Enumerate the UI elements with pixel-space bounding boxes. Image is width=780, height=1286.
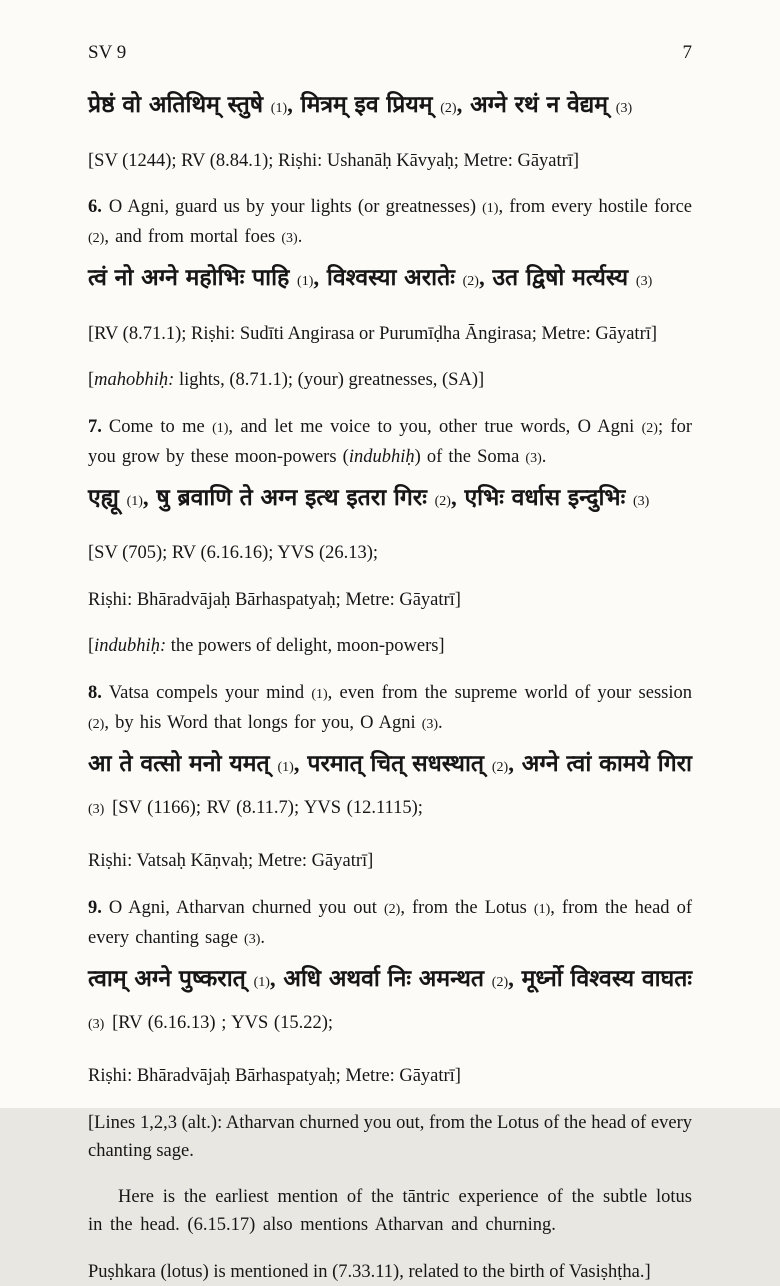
- verse7-translation: [88, 413, 692, 473]
- verse8-translation: [88, 679, 692, 739]
- verse6-note-bracket: [: [88, 370, 95, 390]
- verse6-gloss-note: [88, 366, 692, 394]
- verse9-translation: [88, 894, 692, 954]
- verse7-number: 7.: [88, 416, 102, 437]
- verse7-note-bracket: [: [88, 636, 95, 656]
- verse6-number: 6.: [88, 197, 102, 217]
- verse8-mantra: [88, 745, 692, 829]
- verse7-reference-line1: [SV (705); RV (6.16.16); YVS (26.13);: [88, 543, 379, 563]
- verse6-mantra-text: त्वं नो अग्ने महोभिः पाहि (1), विश्वस्या अरातेः (2), उत द्विषो मर्त्यस्य (3): [88, 265, 653, 290]
- verse7-mantra: [88, 479, 692, 521]
- verse7-reference-line2: Riṣhi: Bhāradvājaḥ Bārhaspatyaḥ; Metre: Gāyatrī]: [88, 589, 461, 610]
- verse9-reference-line2: Riṣhi: Bhāradvājaḥ Bārhaspatyaḥ; Metre: Gāyatrī]: [88, 1066, 461, 1086]
- verse8-translation-text: Vatsa compels your mind (1), even from the supreme world of your session (2), by his Word that longs for you, O Agni (3).: [88, 682, 692, 733]
- verse8-mantra-text: आ ते वत्सो मनो यमत् (1), परमात् चित् सधस्थात् (2), अग्ने त्वां कामये गिरा (3): [88, 750, 693, 817]
- verse6-mantra: [88, 259, 692, 301]
- verse8-reference-line2: Riṣhi: Vatsaḥ Kāṇvaḥ; Metre: Gāyatrī]: [88, 851, 374, 871]
- running-title: SV 9: [88, 42, 127, 63]
- verse9-translation-text: O Agni, Atharvan churned you out (2), from the Lotus (1), from the head of every chanting sage (3).: [88, 897, 693, 948]
- verse5-reference: [SV (1244); RV (8.84.1); Riṣhi: Ushanāḥ Kāvyaḥ; Metre: Gāyatrī]: [88, 150, 580, 171]
- verse7-note-body: the powers of delight, moon-powers]: [166, 636, 445, 656]
- verse7-translation-text-pre: Come to me (1), and let me voice to you, other true words, O Agni (2); for you grow by these moon-powers (: [88, 416, 692, 467]
- verse6-translation-text: O Agni, guard us by your lights (or greatnesses) (1), from every hostile force (2), and from mortal foes (3).: [88, 197, 693, 247]
- verse6-reference: [RV (8.71.1); Riṣhi: Sudīti Angirasa or Purumīḍha Āngirasa; Metre: Gāyatrī]: [88, 323, 658, 344]
- verse8-reference-line1: [SV (1166); RV (8.11.7); YVS (12.1115);: [112, 797, 423, 818]
- verse9-number: 9.: [88, 897, 102, 918]
- verse7-note-term: indubhiḥ:: [94, 636, 167, 656]
- verse6-translation: [88, 193, 692, 253]
- verse9-alt-translation-note: [Lines 1,2,3 (alt.): Atharvan churned you out, from the Lotus of the head of every chanting sage.: [88, 1112, 692, 1161]
- verse9-pushkara-commentary: Puṣhkara (lotus) is mentioned in (7.33.11), related to the birth of Vasiṣhṭha.]: [88, 1261, 651, 1282]
- verse7-translation-text-post: ) of the Soma (3).: [414, 446, 547, 467]
- verse7-translation-term: indubhiḥ: [348, 446, 415, 467]
- verse8-number: 8.: [88, 682, 102, 703]
- verse9-reference-line1: [RV (6.16.13) ; YVS (15.22);: [112, 1012, 333, 1033]
- verse9-tantric-commentary: Here is the earliest mention of the tāntric experience of the subtle lotus in the head. (6.15.17) also mentions Atharvan and churning.: [88, 1187, 692, 1235]
- verse5-mantra: [88, 86, 692, 128]
- verse6-note-term: mahobhiḥ:: [94, 370, 175, 390]
- page-header: [88, 42, 692, 64]
- verse7-gloss-note: [88, 632, 692, 660]
- page-number: 7: [682, 42, 692, 63]
- verse9-mantra-text: त्वाम् अग्ने पुष्करात् (1), अधि अथर्वा निः अमन्थत (2), मूर्ध्नो विश्वस्य वाघतः (3): [88, 965, 692, 1032]
- verse9-mantra: [88, 960, 692, 1044]
- verse5-mantra-text: प्रेष्ठं वो अतिथिम् स्तुषे (1), मित्रम् इव प्रियम् (2), अग्ने रथं न वेद्यम् (3): [88, 92, 633, 117]
- verse7-mantra-text: एह्यू (1), षु ब्रवाणि ते अग्न इत्थ इतरा गिरः (2), एभिः वर्धास इन्दुभिः (3): [88, 484, 650, 510]
- verse6-note-body: lights, (8.71.1); (your) greatnesses, (SA)]: [174, 370, 485, 390]
